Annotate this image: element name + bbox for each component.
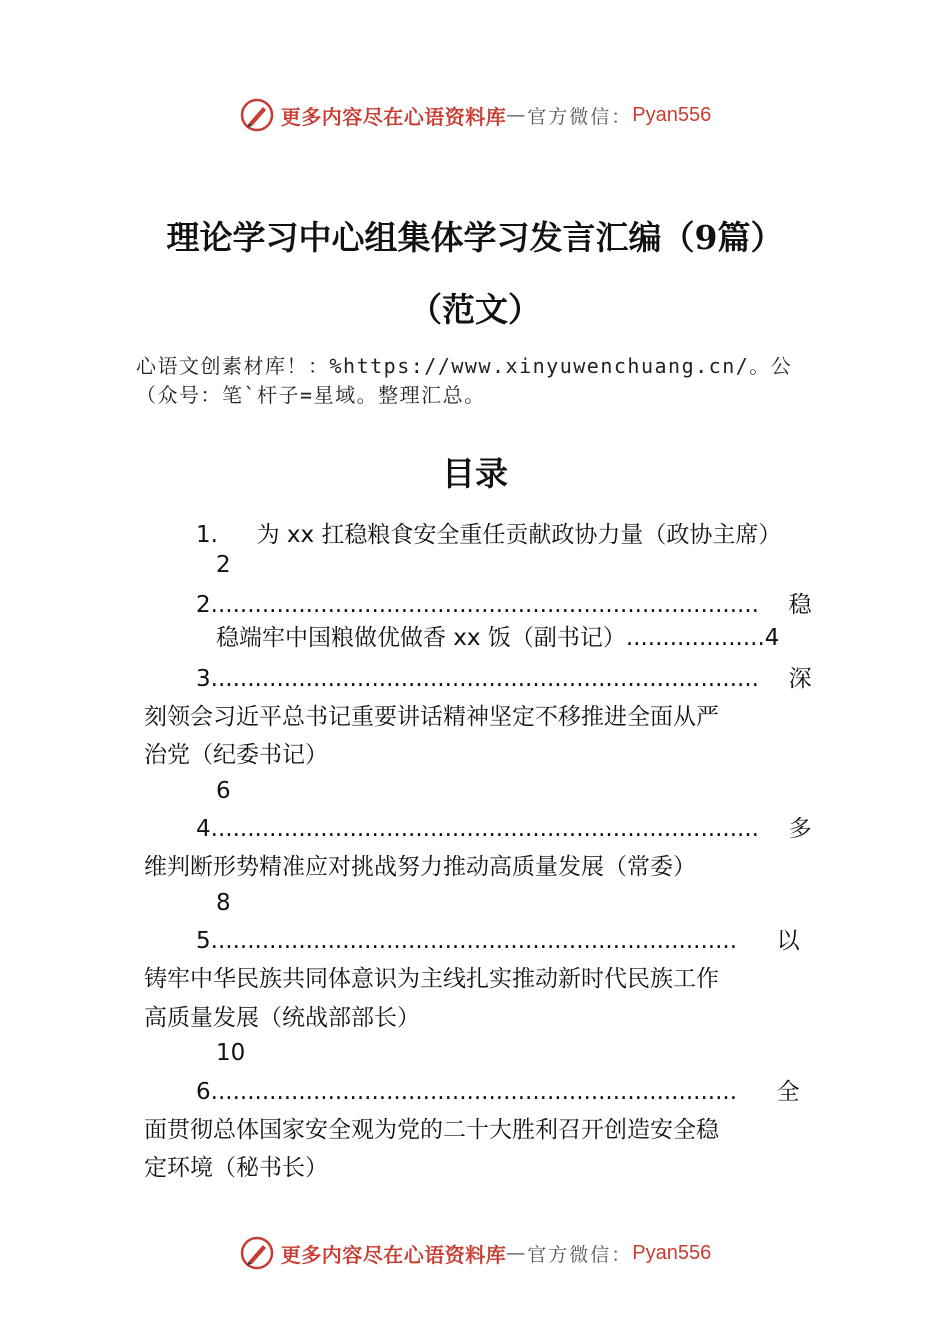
toc-item-5-page: 10 xyxy=(216,1040,246,1066)
toc-item-3-line2: 刻领会习近平总书记重要讲话精神坚定不移推进全面从严 xyxy=(144,704,719,730)
header-banner xyxy=(0,95,950,135)
toc-item-page: 4 xyxy=(764,625,780,651)
toc-item-1[interactable] xyxy=(196,520,781,550)
banner-wechat-label: 官方微信： xyxy=(527,105,633,128)
banner-wechat-label: 官方微信： xyxy=(527,1243,633,1266)
toc-item-3-page: 6 xyxy=(216,778,231,804)
toc-item-2-cont xyxy=(216,623,779,653)
banner-slogan: 更多内容尽在心语资料库 xyxy=(280,104,507,129)
toc-item-title: 稳端牢中国粮做优做香 xx 饭（副书记） xyxy=(216,625,626,651)
toc-item-first-char: 全 xyxy=(776,1079,800,1105)
toc-leader-dots: ........................................................................ xyxy=(210,928,738,954)
toc-item-6-line2: 面贯彻总体国家安全观为党的二十大胜利召开创造安全稳 xyxy=(144,1117,719,1143)
banner-wechat-id: Pyan556 xyxy=(632,1241,712,1264)
banner-dash: — xyxy=(506,1242,528,1264)
intro-line-2: （众号：笔`杆子=星域。整理汇总。 xyxy=(136,383,486,407)
toc-item-3-line3: 治党（纪委书记） xyxy=(144,742,328,768)
toc-item-number: 4 xyxy=(196,816,211,842)
toc-item-2[interactable] xyxy=(196,590,818,620)
pen-logo-icon xyxy=(239,97,275,133)
pen-logo-icon xyxy=(239,1235,275,1271)
toc-item-5-line3: 高质量发展（统战部部长） xyxy=(144,1005,420,1031)
document-title: 理论学习中心组集体学习发言汇编（9篇） xyxy=(166,218,784,257)
toc-leader-dots: ........................................................................... xyxy=(210,666,759,692)
toc-item-1-page: 2 xyxy=(216,552,231,578)
toc-item-4-line2: 维判断形势精准应对挑战努力推动高质量发展（常委） xyxy=(144,854,696,880)
toc-item-number: 2 xyxy=(196,592,211,618)
toc-item-5[interactable] xyxy=(196,926,806,956)
toc-item-4-page: 8 xyxy=(216,890,231,916)
banner-slogan: 更多内容尽在心语资料库 xyxy=(280,1242,507,1267)
toc-item-number: 1. xyxy=(196,522,218,548)
banner-dash: — xyxy=(506,104,528,126)
toc-item-first-char: 以 xyxy=(776,928,800,954)
toc-item-number: 6 xyxy=(196,1079,211,1105)
toc-item-first-char: 稳 xyxy=(788,592,812,618)
document-subtitle: （范文） xyxy=(409,290,541,329)
footer-banner xyxy=(0,1233,950,1273)
toc-item-5-line2: 铸牢中华民族共同体意识为主线扎实推动新时代民族工作 xyxy=(144,966,719,992)
toc-item-first-char: 深 xyxy=(788,666,812,692)
intro-line-1: 心语文创素材库！：%https://www.xinyuwenchuang.cn/。公 xyxy=(136,354,793,378)
toc-leader-dots: ........................................................................... xyxy=(210,816,759,842)
toc-item-number: 3 xyxy=(196,666,211,692)
banner-wechat-id: Pyan556 xyxy=(632,103,712,126)
toc-heading: 目录 xyxy=(442,454,508,493)
toc-item-3[interactable] xyxy=(196,664,818,694)
toc-item-first-char: 多 xyxy=(788,816,812,842)
toc-item-6[interactable] xyxy=(196,1077,806,1107)
toc-item-number: 5 xyxy=(196,928,211,954)
toc-item-4[interactable] xyxy=(196,814,818,844)
toc-inline-dots: ................... xyxy=(625,625,765,651)
toc-item-6-line3: 定环境（秘书长） xyxy=(144,1155,328,1181)
toc-leader-dots: ........................................................................ xyxy=(210,1079,738,1105)
toc-leader-dots: ........................................................................... xyxy=(210,592,759,618)
intro-text xyxy=(136,352,826,410)
toc-item-title: 为 xx 扛稳粮食安全重任贡献政协力量（政协主席） xyxy=(256,522,782,548)
